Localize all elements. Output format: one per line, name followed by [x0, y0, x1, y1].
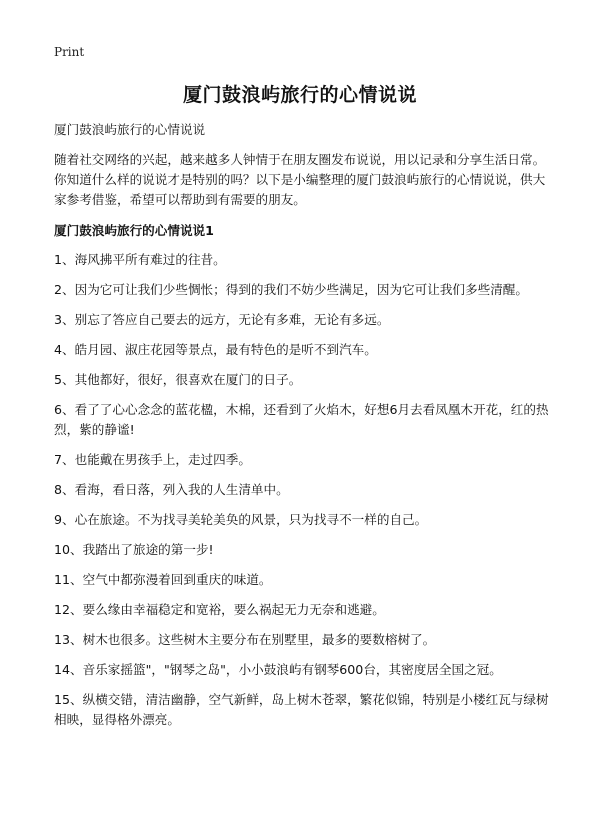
- list-item: [54, 510, 550, 530]
- subtitle: 厦门鼓浪屿旅行的心情说说: [54, 122, 206, 137]
- list-item-text: 14、音乐家摇篮"，"钢琴之岛"，小小鼓浪屿有钢琴600台，其密度居全国之冠。: [54, 662, 502, 677]
- list-item-text: 2、因为它可让我们少些惆怅；得到的我们不妨少些满足，因为它可让我们多些清醒。: [54, 282, 528, 297]
- list-item: [54, 690, 550, 730]
- list-item-text: 10、我踏出了旅途的第一步!: [54, 542, 214, 557]
- list-item: [54, 310, 550, 330]
- print-label: Print: [54, 45, 85, 59]
- list-item: [54, 600, 550, 620]
- list-item-text: 3、别忘了答应自己要去的远方，无论有多难，无论有多远。: [54, 312, 390, 327]
- list-item: [54, 340, 550, 360]
- list-item: [54, 570, 550, 590]
- list-item: [54, 250, 550, 270]
- intro-paragraph: 随着社交网络的兴起，越来越多人钟情于在朋友圈发布说说，用以记录和分享生活日常。你知道什么样的说说才是特别的吗？以下是小编整理的厦门鼓浪屿旅行的心情说说，供大家参考借鉴，希望可以帮助到有需要的朋友。: [54, 152, 546, 207]
- list-item: [54, 370, 550, 390]
- list-item-text: 4、皓月园、淑庄花园等景点，最有特色的是听不到汽车。: [54, 342, 377, 357]
- list-item: [54, 480, 550, 500]
- list-item-text: 15、纵横交错，清洁幽静，空气新鲜，岛上树木苍翠，繁花似锦，特别是小楼红瓦与绿树相映，显得格外漂亮。: [54, 692, 549, 727]
- section-heading: 厦门鼓浪屿旅行的心情说说1: [54, 223, 214, 238]
- list-item-text: 1、海风拂平所有难过的往昔。: [54, 252, 226, 267]
- list-item-text: 11、空气中都弥漫着回到重庆的味道。: [54, 572, 272, 587]
- list-item: [54, 450, 550, 470]
- list-item-text: 5、其他都好，很好，很喜欢在厦门的日子。: [54, 372, 302, 387]
- list-item-text: 8、看海，看日落，列入我的人生清单中。: [54, 482, 289, 497]
- list-item-text: 13、树木也很多。这些树木主要分布在别墅里，最多的要数榕树了。: [54, 632, 436, 647]
- list-item-text: 6、看了了心心念念的蓝花楹，木棉，还看到了火焰木，好想6月去看凤凰木开花，红的热烈，紫的静谧!: [54, 402, 549, 437]
- list-item-text: 12、要么缘由幸福稳定和宽裕，要么祸起无力无奈和逃避。: [54, 602, 385, 617]
- list-item: [54, 540, 550, 560]
- page-title: 厦门鼓浪屿旅行的心情说说: [182, 84, 417, 106]
- document-body: [54, 120, 550, 740]
- list-item: [54, 400, 550, 440]
- list-item: [54, 630, 550, 650]
- quote-list: [54, 250, 550, 730]
- list-item-text: 9、心在旅途。不为找寻美轮美奂的风景，只为找寻不一样的自己。: [54, 512, 428, 527]
- list-item-text: 7、也能戴在男孩手上，走过四季。: [54, 452, 251, 467]
- list-item: [54, 280, 550, 300]
- list-item: [54, 660, 550, 680]
